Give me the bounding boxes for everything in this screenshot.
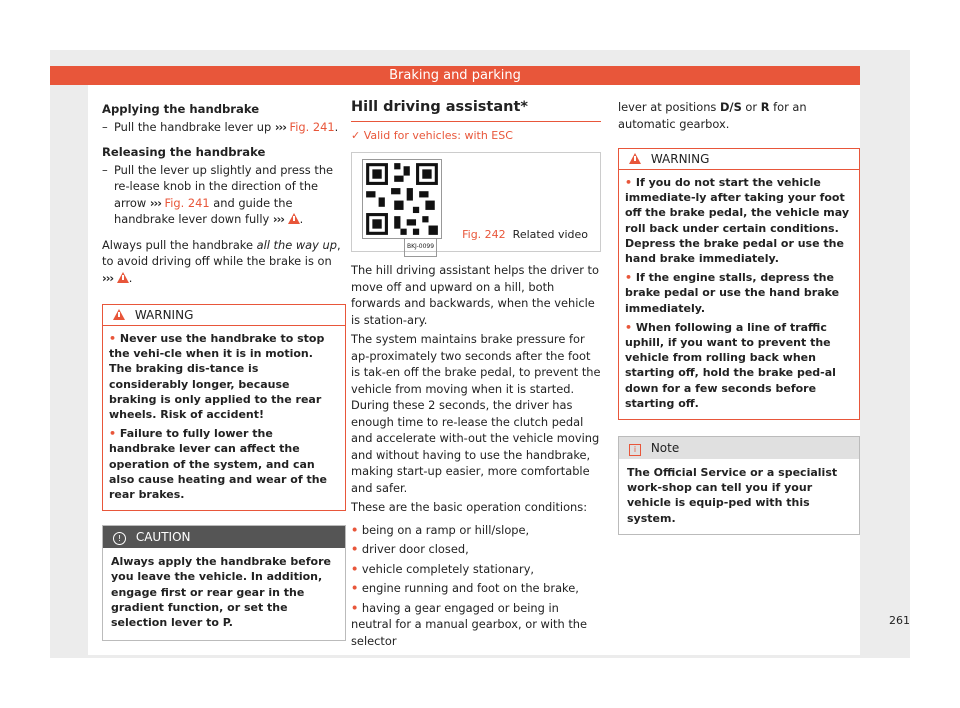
validity-text: Valid for vehicles: with ESC: [363, 128, 513, 142]
always-text-a: Always pull the handbrake: [102, 237, 257, 252]
warning-item-text: Never use the handbrake to stop the vehi-cle when it is in motion. The braking dis-tance is considerably longer, because braking is only applied to the rear wheels. Risk of accident!: [109, 332, 325, 422]
list-item: • vehicle completely stationary,: [351, 561, 535, 576]
period: .: [299, 212, 304, 226]
arrow-ref: ›››: [102, 270, 114, 285]
note-box: [618, 436, 860, 535]
warning-item: • Failure to fully lower the handbrake lever can affect the operation of the system, and can also cause heating and wear of the rear brakes.: [109, 427, 327, 502]
figure-caption-text: Related video: [512, 227, 588, 241]
figure-number: Fig. 242: [462, 227, 506, 241]
warning-item-text: When following a line of traffic uphill, if you want to prevent the vehicle from rolling back when starting off, hold the brake ped-al down for a few seconds before starting off.: [625, 320, 836, 410]
warning-icon[interactable]: [117, 272, 129, 283]
note-body: The Official Service or a specialist work-shop can tell you if your vehicle is equip-ped with this system.: [627, 466, 838, 525]
warning-item-text: If you do not start the vehicle immediate-ly after taking your foot off the brake pedal, the vehicle may roll back under certain conditions. Depress the brake pedal or use the hand brake immediately.: [625, 176, 850, 266]
caution-header: [103, 526, 345, 548]
figure-code: BKJ-0099: [404, 238, 437, 257]
apply-step-text: Pull the handbrake lever up: [114, 119, 272, 134]
note-header: [619, 437, 859, 459]
always-emphasis: all the way up: [256, 237, 337, 252]
arrow-ref: ›››: [274, 119, 286, 134]
warning-item: • If you do not start the vehicle immediate-ly after taking your foot off the brake pedal, the vehicle may roll back under certain conditions. Depress the brake pedal or use the hand brake immediately.: [625, 176, 850, 266]
always-paragraph: [102, 237, 346, 287]
warning-title: WARNING: [134, 308, 194, 322]
qr-code-image: [363, 160, 441, 238]
continuation-or: or: [741, 100, 761, 114]
fig-link[interactable]: Fig. 241: [289, 119, 335, 134]
manual-page: [88, 85, 860, 655]
note-title: Note: [650, 441, 680, 456]
release-text-b: and guide the handbrake lever down fully: [114, 195, 293, 226]
warning-icon: [629, 153, 641, 164]
chapter-title: Braking and parking: [389, 68, 521, 83]
paragraph: The hill driving assistant helps the driver to move off and upward on a hill, both forwards and backwards, when the vehicle is station-ary.: [351, 263, 599, 327]
warning-header: [619, 149, 859, 170]
continuation-paragraph: [618, 99, 860, 132]
warning-icon[interactable]: [288, 213, 300, 224]
arrow-ref: ›››: [272, 212, 284, 226]
column-middle: [351, 99, 601, 649]
warning-icon: [113, 309, 125, 320]
apply-step: [102, 119, 346, 136]
gear-ds: D/S: [719, 100, 742, 114]
caution-icon: !: [113, 532, 126, 545]
warning-item: • Never use the handbrake to stop the vehi-cle when it is in motion. The braking dis-tance is considerably longer, because braking is only applied to the rear wheels. Risk of accident!: [109, 332, 325, 422]
warning-box: [102, 304, 346, 511]
caution-title: CAUTION: [135, 530, 191, 545]
warning-title: WARNING: [650, 152, 710, 166]
figure-caption: [462, 227, 588, 244]
column-right: [618, 99, 860, 535]
list-item-text: vehicle completely stationary,: [361, 561, 535, 576]
info-icon: i: [629, 444, 641, 456]
list-item-text: engine running and foot on the brake,: [361, 581, 579, 595]
column-left: [102, 101, 346, 641]
list-item-text: driver door closed,: [361, 542, 469, 556]
qr-code[interactable]: [362, 159, 442, 239]
warning-header: [103, 305, 345, 326]
list-item-text: being on a ramp or hill/slope,: [361, 522, 530, 537]
always-text-b: , to avoid driving off while the brake is on: [102, 237, 341, 268]
apply-heading: Applying the handbrake: [102, 102, 260, 116]
arrow-ref: ›››: [149, 195, 161, 210]
paragraph: These are the basic operation conditions:: [351, 500, 588, 514]
warning-body: [103, 326, 345, 510]
continuation-text-b: for an automatic gearbox.: [618, 100, 807, 131]
validity-note: [351, 128, 601, 145]
warning-item-text: Failure to fully lower the handbrake lever can affect the operation of the system, and can also cause heating and wear of the rear brakes.: [109, 427, 327, 502]
warning-item: • If the engine stalls, depress the brake pedal or use the hand brake immediately.: [625, 271, 840, 315]
list-item: • engine running and foot on the brake,: [351, 581, 579, 595]
list-item: • having a gear engaged or being in neutral for a manual gearbox, or with the selector: [351, 600, 588, 648]
caution-body: Always apply the handbrake before you leave the vehicle. In addition, engage first or rear gear in the gradient function, or set the selection lever to P.: [111, 555, 331, 630]
gear-r: R: [760, 100, 770, 114]
section-title: Hill driving assistant*: [351, 99, 601, 122]
paragraph: The system maintains brake pressure for ap-proximately two seconds after the foot is tak-en off the brake pedal, to prevent the vehicle from moving when it is started. During these 2 seconds, the driver has enough time to re-lease the clutch pedal and accelerate with-out the vehicle moving and without having to use the handbrake, making start-up easier, more comfortable and safer.: [351, 332, 601, 495]
caution-box: [102, 525, 346, 641]
list-item-text: having a gear engaged or being in neutral for a manual gearbox, or with the selector: [351, 600, 588, 648]
warning-item: • When following a line of traffic uphill, if you want to prevent the vehicle from rolling back when starting off, hold the brake ped-al down for a few seconds before starting off.: [625, 320, 836, 410]
warning-item-text: If the engine stalls, depress the brake pedal or use the hand brake immediately.: [625, 271, 840, 315]
release-text-a: Pull the lever up slightly and press the re-lease knob in the direction of the arrow: [114, 162, 334, 210]
page-number: 261: [889, 614, 910, 627]
figure-242: [351, 152, 601, 252]
list-item: • being on a ramp or hill/slope,: [351, 522, 530, 537]
check-icon: ✓: [351, 128, 361, 142]
conditions-list: [351, 522, 601, 650]
release-heading: Releasing the handbrake: [102, 145, 266, 159]
period: .: [128, 270, 133, 285]
list-item: • driver door closed,: [351, 542, 469, 556]
continuation-text-a: lever at positions: [618, 100, 720, 114]
chapter-header: [50, 66, 860, 85]
fig-link[interactable]: Fig. 241: [164, 195, 210, 210]
warning-body: [619, 170, 859, 419]
period: .: [334, 119, 339, 134]
warning-box: [618, 148, 860, 420]
release-step: [102, 162, 346, 228]
